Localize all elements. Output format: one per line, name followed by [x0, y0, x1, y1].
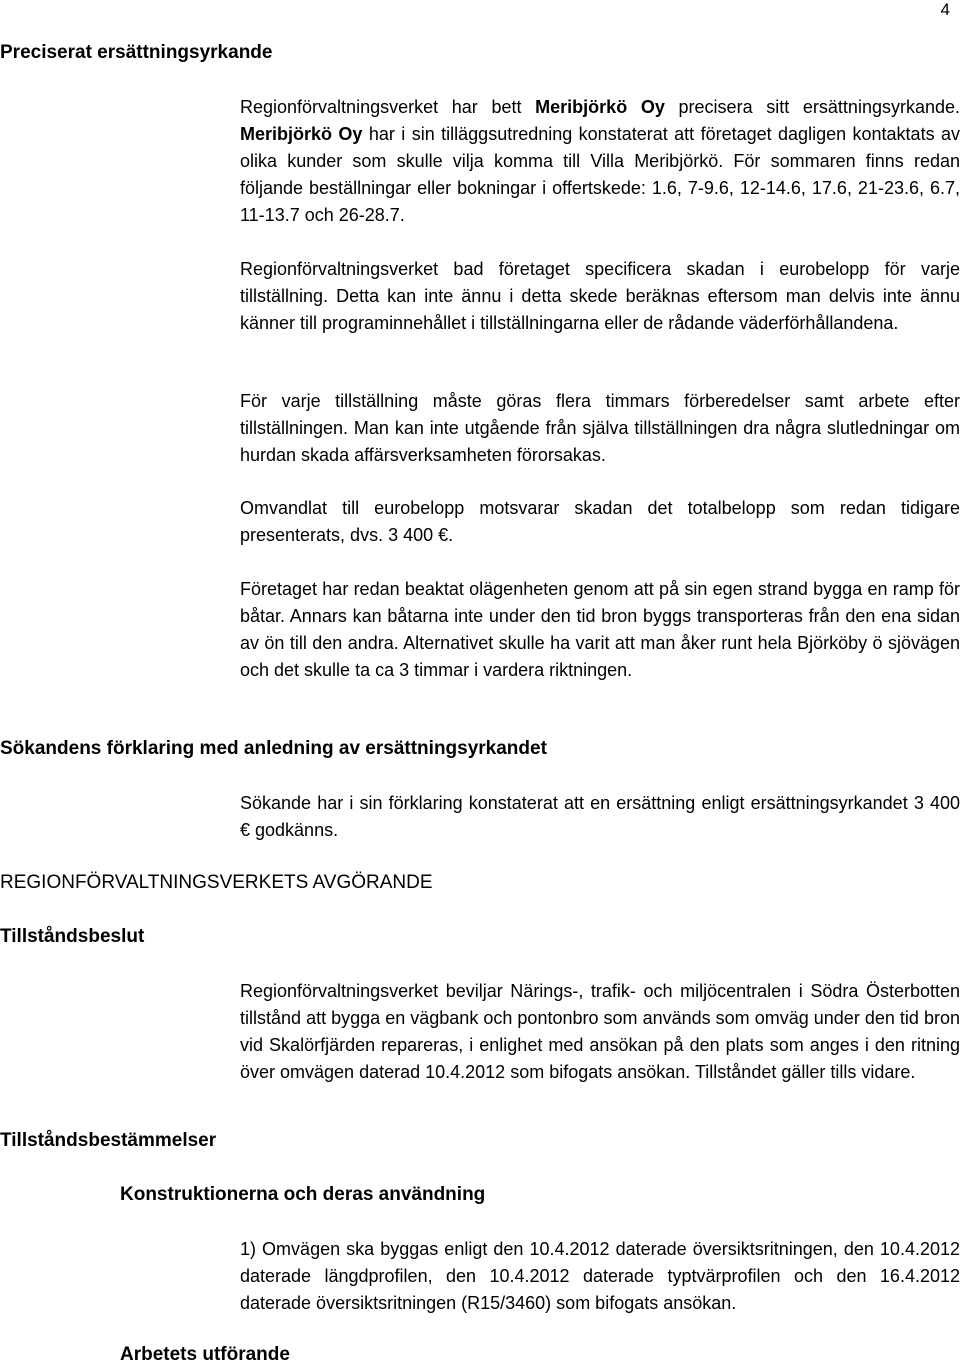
page-number: 4: [940, 0, 950, 19]
execution-heading: Arbetets utförande: [120, 1344, 290, 1365]
claim-heading: Preciserat ersättningsyrkande: [0, 42, 273, 63]
claim-p1-text-c: precisera sitt ersättningsyrkande.: [664, 97, 960, 117]
claim-p1-text-a: Regionförvaltningsverket har bett: [240, 97, 536, 117]
claim-paragraph-4: Omvandlat till eurobelopp motsvarar skadan det totalbelopp som redan tidigare presenterats, dvs. 3 400 €.: [240, 498, 960, 545]
claim-p1-text-e: har i sin tilläggsutredning konstaterat att företaget dagligen kontaktats av olika kunder som skulle vilja komma till Villa Meribjörkö. För sommaren finns redan följande beställningar eller bokningar i offertskede: 1.6, 7-9.6, 12-14.6, 17.6, 21-23.6, 6.7, 11-13.7 och 26-28.7.: [240, 124, 960, 225]
conditions-heading: Tillståndsbestämmelser: [0, 1130, 217, 1151]
company-name-1: Meribjörkö Oy: [535, 97, 665, 117]
company-name-2: Meribjörkö Oy: [240, 124, 363, 144]
claim-paragraph-5: Företaget har redan beaktat olägenheten genom att på sin egen strand bygga en ramp för båtar. Annars kan båtarna inte under den tid bron byggs transporteras från den ena sidan av ön till den andra. Alternativet skulle ha varit att man åker runt hela Björköby ö sjövägen och det skulle ta ca 3 timmar i vardera riktningen.: [240, 579, 960, 680]
claim-paragraph-1: [240, 94, 960, 229]
permit-paragraph: Regionförvaltningsverket beviljar Närings-, trafik- och miljöcentralen i Södra Österbotten tillstånd att bygga en vägbank och pontonbro som används som omväg under den tid bron vid Skalörfjärden repareras, i enlighet med ansökan på den plats som anges i den ritning över omvägen daterad 10.4.2012 som bifogats ansökan. Tillståndet gäller tills vidare.: [240, 981, 960, 1082]
claim-paragraph-2: Regionförvaltningsverket bad företaget specificera skadan i eurobelopp för varje tillställning. Detta kan inte ännu i detta skede beräknas eftersom man delvis inte ännu känner till programinnehållet i tillställningarna eller de rådande väderförhållandena.: [240, 259, 960, 333]
permit-heading: Tillståndsbeslut: [0, 926, 145, 947]
explanation-paragraph: Sökande har i sin förklaring konstaterat att en ersättning enligt ersättningsyrkandet 3 400 € godkänns.: [240, 793, 960, 840]
decision-heading: REGIONFÖRVALTNINGSVERKETS AVGÖRANDE: [0, 872, 433, 893]
construction-paragraph: 1) Omvägen ska byggas enligt den 10.4.2012 daterade översiktsritningen, den 10.4.2012 daterade längdprofilen, den 10.4.2012 daterade typtvärprofilen och den 16.4.2012 daterade översiktsritningen (R15/3460) som bifogats ansökan.: [240, 1239, 960, 1313]
claim-paragraph-3: För varje tillställning måste göras flera timmars förberedelser samt arbete efter tillställningen. Man kan inte utgående från själva tillställningen dra några slutledningar om hurdan skada affärsverksamheten förorsakas.: [240, 391, 960, 465]
construction-heading: Konstruktionerna och deras användning: [120, 1184, 486, 1205]
explanation-heading: Sökandens förklaring med anledning av ersättningsyrkandet: [0, 738, 547, 759]
